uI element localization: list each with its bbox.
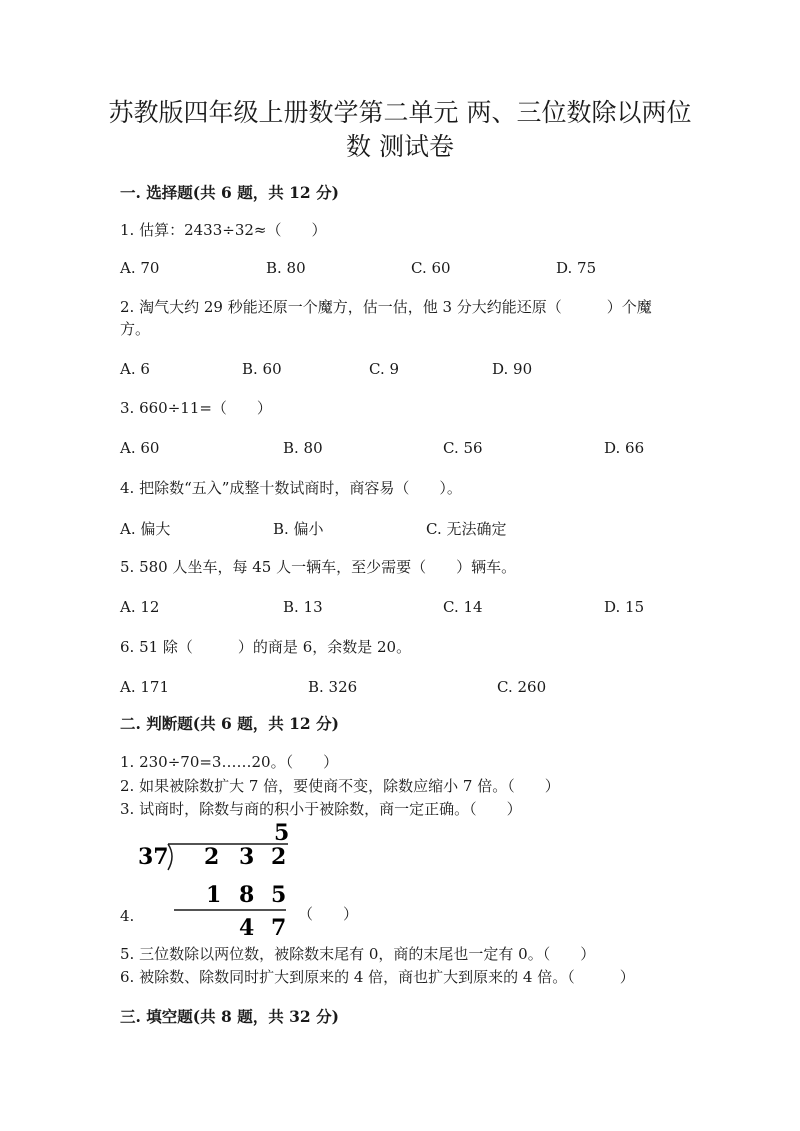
question-text: 2. 淘气大约 29 秒能还原一个魔方，估一估，他 3 分大约能还原（ ）个魔方。	[120, 298, 652, 338]
dividend-digit: 2	[271, 844, 287, 870]
judge-statement: 6. 被除数、除数同时扩大到原来的 4 倍，商也扩大到原来的 4 倍。（ ）	[120, 968, 635, 986]
section-heading-judge: 二. 判断题(共 6 题，共 12 分)	[120, 714, 339, 733]
product-digit: 5	[271, 882, 287, 908]
option-a[interactable]: A. 171	[120, 678, 169, 696]
option-b[interactable]: B. 326	[308, 678, 358, 696]
option-d[interactable]: D. 75	[556, 259, 597, 277]
option-b[interactable]: B. 13	[283, 598, 323, 616]
option-a[interactable]: A. 6	[120, 360, 150, 378]
question-text: 6. 51 除（ ）的商是 6，余数是 20。	[120, 638, 412, 656]
question-text: 1. 估算：2433÷32≈（ ）	[120, 221, 327, 239]
page-title: 苏教版四年级上册数学第二单元 两、三位数除以两位数 测试卷	[108, 98, 692, 161]
division-quotient: 5	[274, 820, 290, 846]
option-c[interactable]: C. 14	[443, 598, 483, 616]
option-d[interactable]: D. 90	[492, 360, 533, 378]
option-a[interactable]: A. 60	[120, 439, 160, 457]
option-d[interactable]: D. 15	[604, 598, 645, 616]
product-digit: 1	[206, 882, 222, 908]
remainder-digit: 4	[239, 915, 255, 940]
option-a[interactable]: A. 70	[120, 259, 160, 277]
option-c[interactable]: C. 无法确定	[426, 520, 507, 538]
division-divisor: 37	[138, 844, 169, 870]
section-heading-fill: 三. 填空题(共 8 题，共 32 分)	[120, 1007, 339, 1026]
judge-statement: 2. 如果被除数扩大 7 倍，要使商不变，除数应缩小 7 倍。（ ）	[120, 777, 560, 795]
section-heading-choice: 一. 选择题(共 6 题，共 12 分)	[120, 183, 339, 202]
option-c[interactable]: C. 260	[497, 678, 547, 696]
product-digit: 8	[239, 882, 255, 908]
remainder-digit: 7	[271, 915, 287, 940]
judge-statement-number: 4.	[120, 907, 135, 925]
option-b[interactable]: B. 80	[266, 259, 306, 277]
dividend-digit: 2	[204, 844, 220, 870]
option-c[interactable]: C. 9	[369, 360, 400, 378]
option-b[interactable]: B. 偏小	[273, 520, 324, 538]
question-text: 3. 660÷11=（ ）	[120, 399, 272, 417]
judge-statement: 1. 230÷70=3……20。（ ）	[120, 753, 339, 771]
answer-blank[interactable]: （ ）	[298, 905, 359, 923]
option-b[interactable]: B. 60	[242, 360, 282, 378]
judge-statement: 5. 三位数除以两位数，被除数末尾有 0，商的末尾也一定有 0。（ ）	[120, 945, 596, 963]
dividend-digit: 3	[239, 844, 255, 870]
option-a[interactable]: A. 偏大	[120, 520, 171, 538]
long-division-figure	[128, 820, 298, 940]
option-d[interactable]: D. 66	[604, 439, 645, 457]
option-c[interactable]: C. 60	[411, 259, 451, 277]
question-text: 5. 580 人坐车，每 45 人一辆车，至少需要（ ）辆车。	[120, 558, 517, 576]
judge-statement: 3. 试商时，除数与商的积小于被除数，商一定正确。（ ）	[120, 800, 522, 818]
option-a[interactable]: A. 12	[120, 598, 160, 616]
question-text: 4. 把除数“五入”成整十数试商时，商容易（ ）。	[120, 479, 462, 497]
option-b[interactable]: B. 80	[283, 439, 323, 457]
option-c[interactable]: C. 56	[443, 439, 483, 457]
